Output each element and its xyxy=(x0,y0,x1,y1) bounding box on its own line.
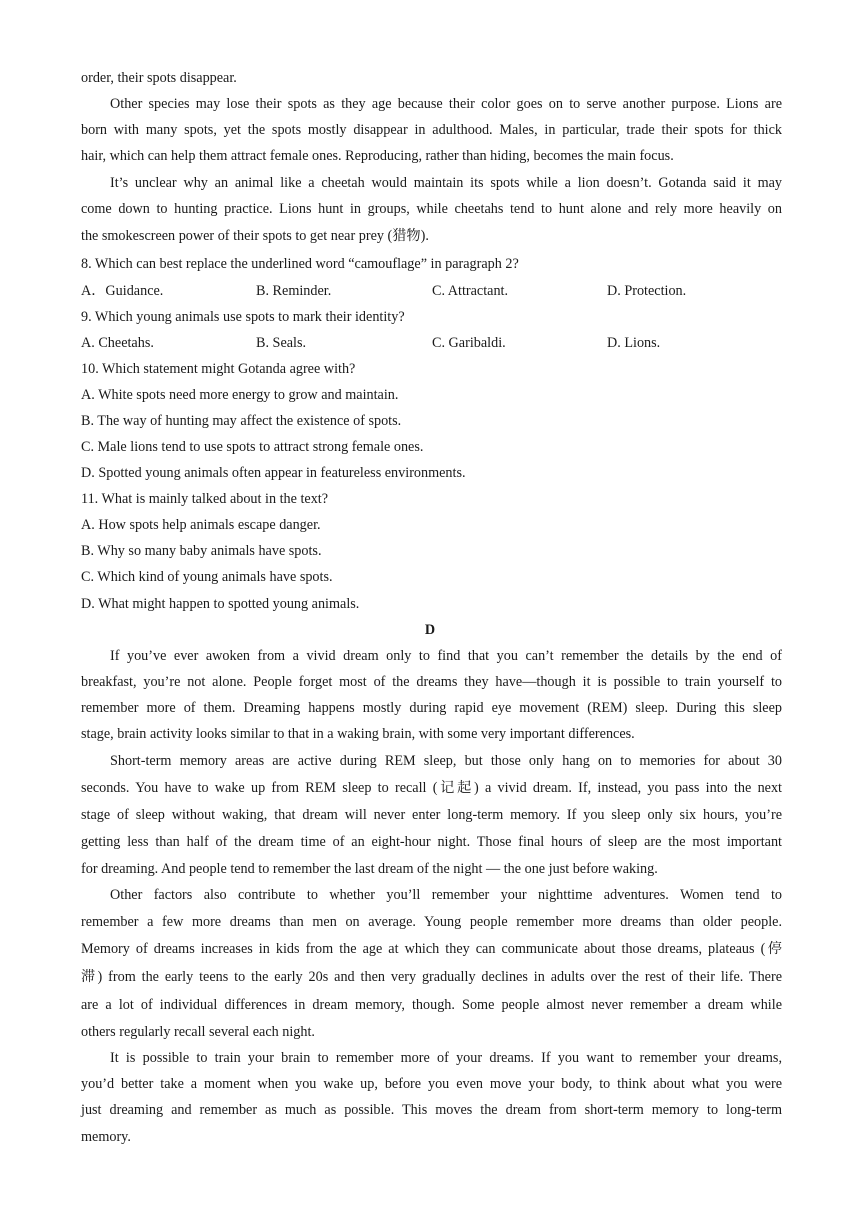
question-8-option-b: B. Reminder. xyxy=(256,283,332,299)
question-9-option-c: C. Garibaldi. xyxy=(432,335,506,351)
passage-d-line: 滞) from the early teens to the early 20s and then very gradually declines in adults over the rest of their life. There xyxy=(81,969,782,985)
passage-c-line: the smokescreen power of their spots to get near prey (猎物). xyxy=(81,228,429,244)
question-8-option-d: D. Protection. xyxy=(607,283,687,299)
question-10-option-c: C. Male lions tend to use spots to attract strong female ones. xyxy=(81,439,424,455)
passage-d-line: getting less than half of the dream time of an eight-hour night. Those final hours of sleep are the most important xyxy=(81,834,782,850)
question-9-stem: 9. Which young animals use spots to mark their identity? xyxy=(81,309,405,325)
passage-d-line: just dreaming and remember as much as possible. This moves the dream from short-term memory to long-term xyxy=(81,1102,782,1118)
passage-c-line: hair, which can help them attract female ones. Reproducing, rather than hiding, becomes the main focus. xyxy=(81,148,674,164)
question-9-option-b: B. Seals. xyxy=(256,335,307,351)
question-11-stem: 11. What is mainly talked about in the text? xyxy=(81,491,329,507)
passage-d-line: for dreaming. And people tend to remember the last dream of the night — the one just before waking. xyxy=(81,861,658,877)
question-11-option-b: B. Why so many baby animals have spots. xyxy=(81,543,322,559)
question-11-option-a: A. How spots help animals escape danger. xyxy=(81,517,321,533)
passage-c-line: It’s unclear why an animal like a cheetah would maintain its spots while a lion doesn’t. Gotanda said it may xyxy=(110,175,782,191)
passage-d-line: remember more of them. Dreaming happens mostly during rapid eye movement (REM) sleep. During this sleep xyxy=(81,700,782,716)
passage-d-line: Memory of dreams increases in kids from the age at which they can communicate about those dreams, plateaus (停 xyxy=(81,941,782,957)
passage-d-line: others regularly recall several each night. xyxy=(81,1024,315,1040)
question-9-option-d: D. Lions. xyxy=(607,335,661,351)
passage-c-line: Other species may lose their spots as they age because their color goes on to serve another purpose. Lions are xyxy=(110,96,782,112)
question-11-option-c: C. Which kind of young animals have spots. xyxy=(81,569,333,585)
passage-d-line: It is possible to train your brain to remember more of your dreams. If you want to remember your dreams, xyxy=(110,1050,782,1066)
passage-d-line: remember a few more dreams than men on average. Young people remember more dreams than older people. xyxy=(81,914,782,930)
question-9-option-a: A. Cheetahs. xyxy=(81,335,154,351)
passage-d-line: breakfast, you’re not alone. People forget most of the dreams they have—though it is possible to train yourself to xyxy=(81,674,782,690)
passage-d-line: stage, brain activity looks similar to that in a waking brain, with some very important differences. xyxy=(81,726,635,742)
question-10-stem: 10. Which statement might Gotanda agree with? xyxy=(81,361,356,377)
passage-d-heading: D xyxy=(424,622,436,638)
passage-d-line: stage of sleep without waking, that dream will never enter long-term memory. If you sleep only six hours, you’re xyxy=(81,807,782,823)
question-8-option-a: A．Guidance. xyxy=(81,283,164,299)
passage-d-line: are a lot of individual differences in dream memory, though. Some people almost never remember a dream while xyxy=(81,997,782,1013)
passage-d-line: seconds. You have to wake up from REM sleep to recall (记起) a vivid dream. If, instead, you pass into the next xyxy=(81,780,782,796)
passage-c-line: born with many spots, yet the spots mostly disappear in adulthood. Males, in particular, trade their spots for thick xyxy=(81,122,782,138)
passage-c-line: order, their spots disappear. xyxy=(81,70,237,86)
passage-d-line: Short-term memory areas are active during REM sleep, but those only hang on to memories for about 30 xyxy=(110,753,782,769)
question-10-option-a: A. White spots need more energy to grow and maintain. xyxy=(81,387,399,403)
passage-d-line: If you’ve ever awoken from a vivid dream only to find that you can’t remember the details by the end of xyxy=(110,648,782,664)
question-8-stem: 8. Which can best replace the underlined word “camouflage” in paragraph 2? xyxy=(81,256,519,272)
question-10-option-d: D. Spotted young animals often appear in featureless environments. xyxy=(81,465,466,481)
passage-c-line: come down to hunting practice. Lions hunt in groups, while cheetahs tend to hunt alone and rely more heavily on xyxy=(81,201,782,217)
question-8-option-c: C. Attractant. xyxy=(432,283,509,299)
passage-d-line: Other factors also contribute to whether you’ll remember your nighttime adventures. Women tend to xyxy=(110,887,782,903)
passage-d-line: you’d better take a moment when you wake up, before you even move your body, to think about what you were xyxy=(81,1076,782,1092)
passage-d-line: memory. xyxy=(81,1129,131,1145)
question-10-option-b: B. The way of hunting may affect the existence of spots. xyxy=(81,413,402,429)
question-11-option-d: D. What might happen to spotted young animals. xyxy=(81,596,360,612)
